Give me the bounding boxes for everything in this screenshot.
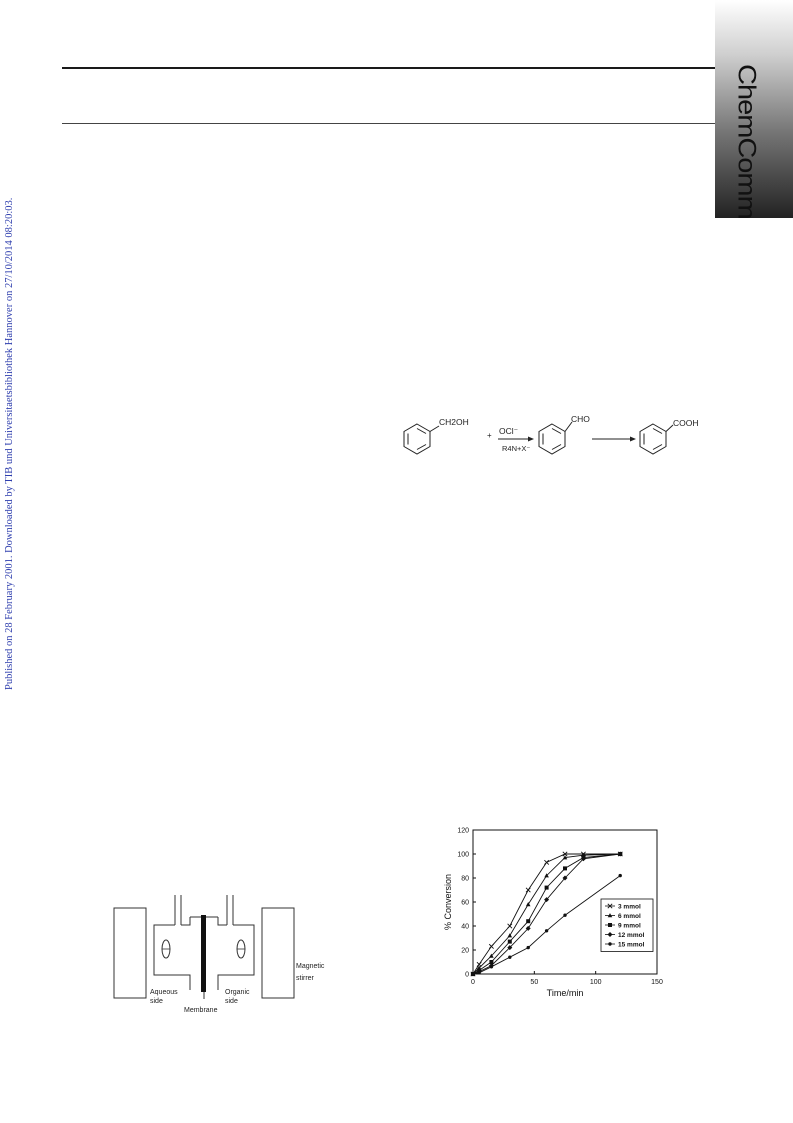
series-9-mmol <box>471 852 622 976</box>
data-point <box>527 946 530 949</box>
left-stirrer-block <box>114 908 146 998</box>
legend-label: 6 mmol <box>618 913 641 920</box>
legend-label: 12 mmol <box>618 932 645 939</box>
legend-marker <box>608 923 612 927</box>
y-tick-label: 20 <box>461 947 469 955</box>
series-line <box>473 854 620 974</box>
y-tick-label: 40 <box>461 923 469 931</box>
data-point <box>508 940 512 944</box>
data-point <box>563 866 567 870</box>
reaction-arrow-2-head <box>630 437 636 442</box>
series-6-mmol <box>471 852 623 976</box>
data-point <box>508 924 512 928</box>
benzyl-alcohol-structure <box>404 424 439 454</box>
stirrer-label-line2: stirrer <box>296 975 314 982</box>
chart-y-axis-label: % Conversion <box>443 873 453 931</box>
aqueous-side-label-line2: side <box>150 998 163 1005</box>
stirrer-label-line1: Magnetic <box>296 963 325 970</box>
oxidant-label: OCl⁻ <box>499 426 519 436</box>
reaction-arrow-1-head <box>528 437 534 442</box>
chart-legend <box>601 899 653 952</box>
legend-label: 9 mmol <box>618 922 641 930</box>
membrane-label: Membrane <box>184 1007 218 1014</box>
x-tick-label: 50 <box>530 979 539 986</box>
reactant-group-label: CH2OH <box>439 417 469 427</box>
reaction-scheme <box>395 408 725 468</box>
data-point <box>545 886 549 890</box>
membrane-apparatus-diagram <box>108 895 348 1020</box>
y-tick-label: 60 <box>461 899 469 907</box>
data-point <box>526 888 530 892</box>
journal-tab-label: ChemComm <box>732 64 760 219</box>
plus-sign: + <box>487 431 492 440</box>
data-point <box>545 929 548 932</box>
x-tick-label: 150 <box>651 979 663 986</box>
data-point <box>490 965 493 968</box>
data-point <box>489 944 493 948</box>
intermediate-group-label: CHO <box>571 414 590 424</box>
product-group-label: COOH <box>673 418 699 428</box>
x-tick-label: 100 <box>589 979 602 986</box>
data-point <box>544 860 548 864</box>
chart-x-axis-label: Time/min <box>546 988 584 998</box>
series-line <box>473 854 620 974</box>
aqueous-side-label-line1: Aqueous <box>150 989 178 996</box>
series-line <box>473 854 620 974</box>
data-point <box>619 874 622 877</box>
right-stirrer-block <box>262 908 294 998</box>
benzoic-acid-structure <box>640 424 673 454</box>
data-point <box>526 919 530 923</box>
legend-marker <box>608 942 611 945</box>
data-point <box>508 956 511 959</box>
y-tick-label: 100 <box>457 851 469 859</box>
data-point <box>563 914 566 917</box>
publication-side-note: Published on 28 February 2001. Downloaded by TIB und Universitaetsbibliothek Hannover on 27/10/2014 08:20:03. <box>4 197 15 690</box>
data-point <box>508 933 513 937</box>
membrane-sheet <box>201 915 206 992</box>
y-tick-label: 120 <box>457 827 469 835</box>
legend-label: 15 mmol <box>618 941 645 949</box>
y-tick-label: 0 <box>465 971 469 979</box>
data-point <box>477 971 480 974</box>
series-line <box>473 876 620 974</box>
y-tick-label: 80 <box>461 875 469 883</box>
series-line <box>473 854 620 974</box>
conversion-chart <box>425 822 675 1000</box>
organic-side-label-line1: Organic <box>225 989 250 996</box>
x-tick-label: 0 <box>471 979 475 986</box>
catalyst-label: R4N+X⁻ <box>502 444 531 453</box>
chart-series-group <box>471 852 623 977</box>
header-bottom-rule <box>62 123 722 124</box>
legend-label: 3 mmol <box>618 903 641 911</box>
benzaldehyde-structure <box>539 422 572 454</box>
organic-side-label-line2: side <box>225 998 238 1005</box>
header-top-rule <box>62 67 722 69</box>
data-point <box>471 972 474 975</box>
